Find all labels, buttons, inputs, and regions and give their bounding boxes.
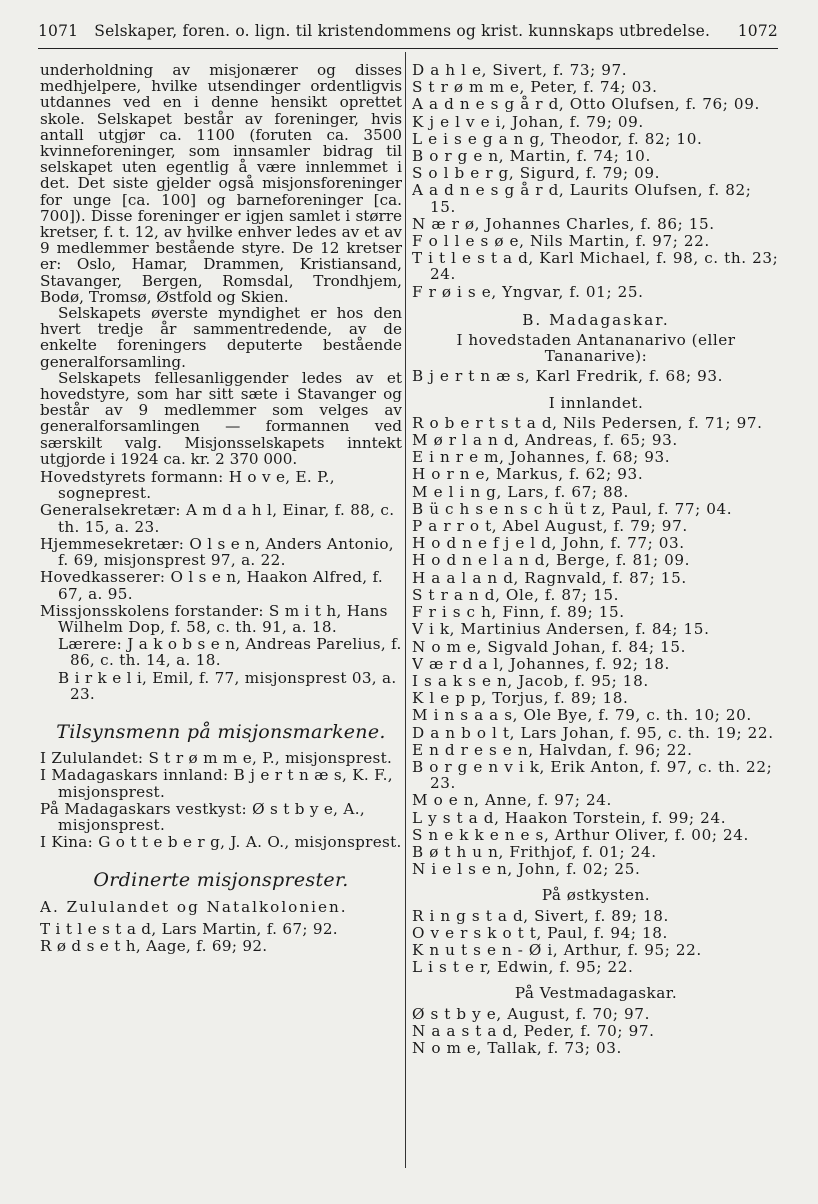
west-coast-list — [412, 1006, 780, 1057]
missionary-entry: H o d n e f j e l d, John, f. 77; 03. — [412, 534, 685, 553]
missionary-entry: M ø r l a n d, Andreas, f. 65; 93. — [412, 431, 678, 450]
heading-hovedstaden: I hovedstaden Antananarivo (eller Tananarive): — [456, 331, 736, 366]
missionary-entry: F o l l e s ø e, Nils Martin, f. 97; 22. — [412, 232, 710, 251]
east-coast-list — [412, 908, 780, 976]
missionary-entry: I s a k s e n, Jacob, f. 95; 18. — [412, 671, 649, 690]
missionary-entry: E n d r e s e n, Halvdan, f. 96; 22. — [412, 740, 693, 759]
missionary-entry: L e i s e g a n g, Theodor, f. 82; 10. — [412, 129, 703, 148]
page-number-left: 1071 — [38, 22, 79, 40]
officer-entry: Generalsekretær: A m d a h l, Einar, f. 88, c. th. 15, a. 23. — [40, 501, 395, 536]
officers-list — [40, 469, 402, 702]
missionary-entry: R o b e r t s t a d, Nils Pedersen, f. 71; 97. — [412, 413, 763, 432]
paragraph-hovedstyre: Selskapets fellesanliggender ledes av et hovedstyre, som har sitt sæte i Stavanger og består av 9 medlemmer som velges av generalforsamlingen — formannen ved særskilt valg. Misjonsselskapets inntekt utgjorde i 1924 ca. kr. 2 370 000. — [40, 368, 402, 468]
capital-list — [412, 368, 780, 384]
left-column — [40, 62, 402, 1168]
paragraph-generalforsamling: Selskapets øverste myndighet er hos den hvert tredje år sammentredende, av de enkelte foreningers deputerte bestående generalforsamling. — [40, 304, 402, 371]
missionary-entry: L i s t e r, Edwin, f. 95; 22. — [412, 958, 634, 977]
supervisor-entry: I Madagaskars innland: B j e r t n æ s, K. F., misjonsprest. — [40, 766, 393, 801]
officer-entry: Lærere: J a k o b s e n, Andreas Parelius, f. 86, c. th. 14, a. 18. — [58, 635, 402, 670]
section-title-tilsynsmenn: Tilsynsmenn på misjonsmarkene. — [56, 720, 386, 743]
missionary-entry: H o d n e l a n d, Berge, f. 81; 09. — [412, 551, 691, 570]
supervisor-entry: På Madagaskars vestkyst: Ø s t b y e, A., misjonsprest. — [40, 799, 365, 834]
missionary-entry: R ø d s e t h, Aage, f. 69; 92. — [40, 936, 268, 955]
missionary-entry: S n e k k e n e s, Arthur Oliver, f. 00; 24. — [412, 825, 749, 844]
missionary-entry: H o r n e, Markus, f. 62; 93. — [412, 465, 644, 484]
right-column — [412, 62, 780, 1168]
officer-entry: Missjonsskolens forstander: S m i t h, Hans Wilhelm Dop, f. 58, c. th. 91, a. 18. — [40, 601, 388, 636]
missionary-entry: N o m e, Sigvald Johan, f. 84; 15. — [412, 637, 687, 656]
missionary-entry: S t r ø m m e, Peter, f. 74; 03. — [412, 78, 658, 97]
missionary-entry: N i e l s e n, John, f. 02; 25. — [412, 860, 641, 879]
paragraph-foreninger: underholdning av misjonærer og disses medhjelpere, hvilke utsendinger ordentligvis utdannes ved en i denne hensikt oprettet skole. Selskapet består av foreninger, hvis antall utgjør ca. 1100 (foruten ca. 3500 kvinneforeninger, som innsamler bidrag til selskapet uten egentlig å være innlemmet i det. Det siste gjelder også misjonsforeninger for unge [ca. 100] og barneforeninger [ca. 700]). Disse foreninger er igjen samlet i større kretser, f. t. 12, av hvilke enhver ledes av et av 9 medlemmer bestående styre. De 12 kretser er: Oslo, Hamar, Drammen, Kristiansand, Stavanger, Bergen, Romsdal, Trondhjem, Bodø, Tromsø, Østfold og Skien. — [40, 62, 402, 306]
officer-entry: Hovedkasserer: O l s e n, Haakon Alfred, f. 67, a. 95. — [40, 568, 383, 603]
heading-ostkysten: På østkysten. — [541, 886, 651, 905]
heading-vestmadagaskar: På Vestmadagaskar. — [514, 984, 678, 1003]
officer-entry: Hovedstyrets formann: H o v e, E. P., sogneprest. — [40, 468, 335, 503]
missionary-entry: N a a s t a d, Peder, f. 70; 97. — [412, 1021, 655, 1040]
missionary-entry: A a d n e s g å r d, Otto Olufsen, f. 76; 09. — [412, 95, 760, 114]
missionary-entry: N o m e, Tallak, f. 73; 03. — [412, 1038, 622, 1057]
missionary-entry: S o l b e r g, Sigurd, f. 79; 09. — [412, 164, 661, 183]
zululand-list-right — [412, 62, 780, 300]
header-rule — [38, 48, 778, 49]
page-number-right: 1072 — [737, 22, 778, 40]
missionary-entry: T i t l e s t a d, Karl Michael, f. 98, c. th. 23; 24. — [412, 249, 779, 284]
missionary-entry: H a a l a n d, Ragnvald, f. 87; 15. — [412, 568, 687, 587]
supervisors-list — [40, 750, 402, 850]
missionary-entry: T i t l e s t a d, Lars Martin, f. 67; 92. — [40, 919, 338, 938]
missionary-entry: R i n g s t a d, Sivert, f. 89; 18. — [412, 906, 669, 925]
missionary-entry: P a r r o t, Abel August, f. 79; 97. — [412, 517, 688, 536]
missionary-entry: B j e r t n æ s, Karl Fredrik, f. 68; 93. — [412, 367, 724, 386]
missionary-entry: K n u t s e n - Ø i, Arthur, f. 95; 22. — [412, 940, 702, 959]
officer-entry: Hjemmesekretær: O l s e n, Anders Antonio, f. 69, misjonsprest 97, a. 22. — [40, 534, 394, 570]
zululand-list-left — [40, 921, 402, 954]
missionary-entry: S t r a n d, Ole, f. 87; 15. — [412, 585, 620, 604]
missionary-entry: D a h l e, Sivert, f. 73; 97. — [412, 62, 628, 79]
missionary-entry: D a n b o l t, Lars Johan, f. 95, c. th. 19; 22. — [412, 723, 774, 742]
missionary-entry: N æ r ø, Johannes Charles, f. 86; 15. — [412, 214, 715, 233]
missionary-entry: Ø s t b y e, August, f. 70; 97. — [412, 1004, 650, 1023]
subsection-madagaskar: B. Madagaskar. — [522, 310, 670, 329]
missionary-entry: L y s t a d, Haakon Torstein, f. 99; 24. — [412, 808, 727, 827]
missionary-entry: A a d n e s g å r d, Laurits Olufsen, f. 82; 15. — [412, 181, 752, 216]
column-divider — [405, 52, 406, 1168]
page-header — [38, 22, 778, 48]
missionary-entry: V æ r d a l, Johannes, f. 92; 18. — [412, 654, 670, 673]
missionary-entry: M i n s a a s, Ole Bye, f. 79, c. th. 10; 20. — [412, 706, 752, 725]
missionary-entry: M o e n, Anne, f. 97; 24. — [412, 791, 612, 810]
subsection-zululandet: A. Zululandet og Natalkolonien. — [40, 897, 348, 916]
officer-entry: B i r k e l i, Emil, f. 77, misjonsprest 03, a. 23. — [58, 668, 397, 703]
missionary-entry: V i k, Martinius Andersen, f. 84; 15. — [412, 620, 710, 639]
inland-list — [412, 415, 780, 877]
missionary-entry: B ø t h u n, Frithjof, f. 01; 24. — [412, 842, 657, 861]
supervisor-entry: I Zululandet: S t r ø m m e, P., misjonsprest. — [40, 749, 393, 768]
missionary-entry: B o r g e n, Martin, f. 74; 10. — [412, 147, 651, 166]
missionary-entry: F r ø i s e, Yngvar, f. 01; 25. — [412, 282, 644, 301]
missionary-entry: K j e l v e i, Johan, f. 79; 09. — [412, 112, 644, 131]
missionary-entry: E i n r e m, Johannes, f. 68; 93. — [412, 448, 671, 467]
heading-innlandet: I innlandet. — [548, 393, 644, 412]
missionary-entry: M e l i n g, Lars, f. 67; 88. — [412, 482, 629, 501]
supervisor-entry: I Kina: G o t t e b e r g, J. A. O., misjonsprest. — [40, 833, 402, 852]
missionary-entry: B o r g e n v i k, Erik Anton, f. 97, c. th. 22; 23. — [412, 757, 773, 793]
missionary-entry: F r i s c h, Finn, f. 89; 15. — [412, 603, 625, 622]
section-title-ordinerte: Ordinerte misjonsprester. — [93, 869, 349, 892]
missionary-entry: O v e r s k o t t, Paul, f. 94; 18. — [412, 923, 668, 942]
missionary-entry: K l e p p, Torjus, f. 89; 18. — [412, 689, 629, 708]
running-title: Selskaper, foren. o. lign. til kristendommens og krist. kunnskaps utbredelse. — [94, 22, 711, 40]
missionary-entry: B ü c h s e n s c h ü t z, Paul, f. 77; 04. — [412, 499, 733, 518]
